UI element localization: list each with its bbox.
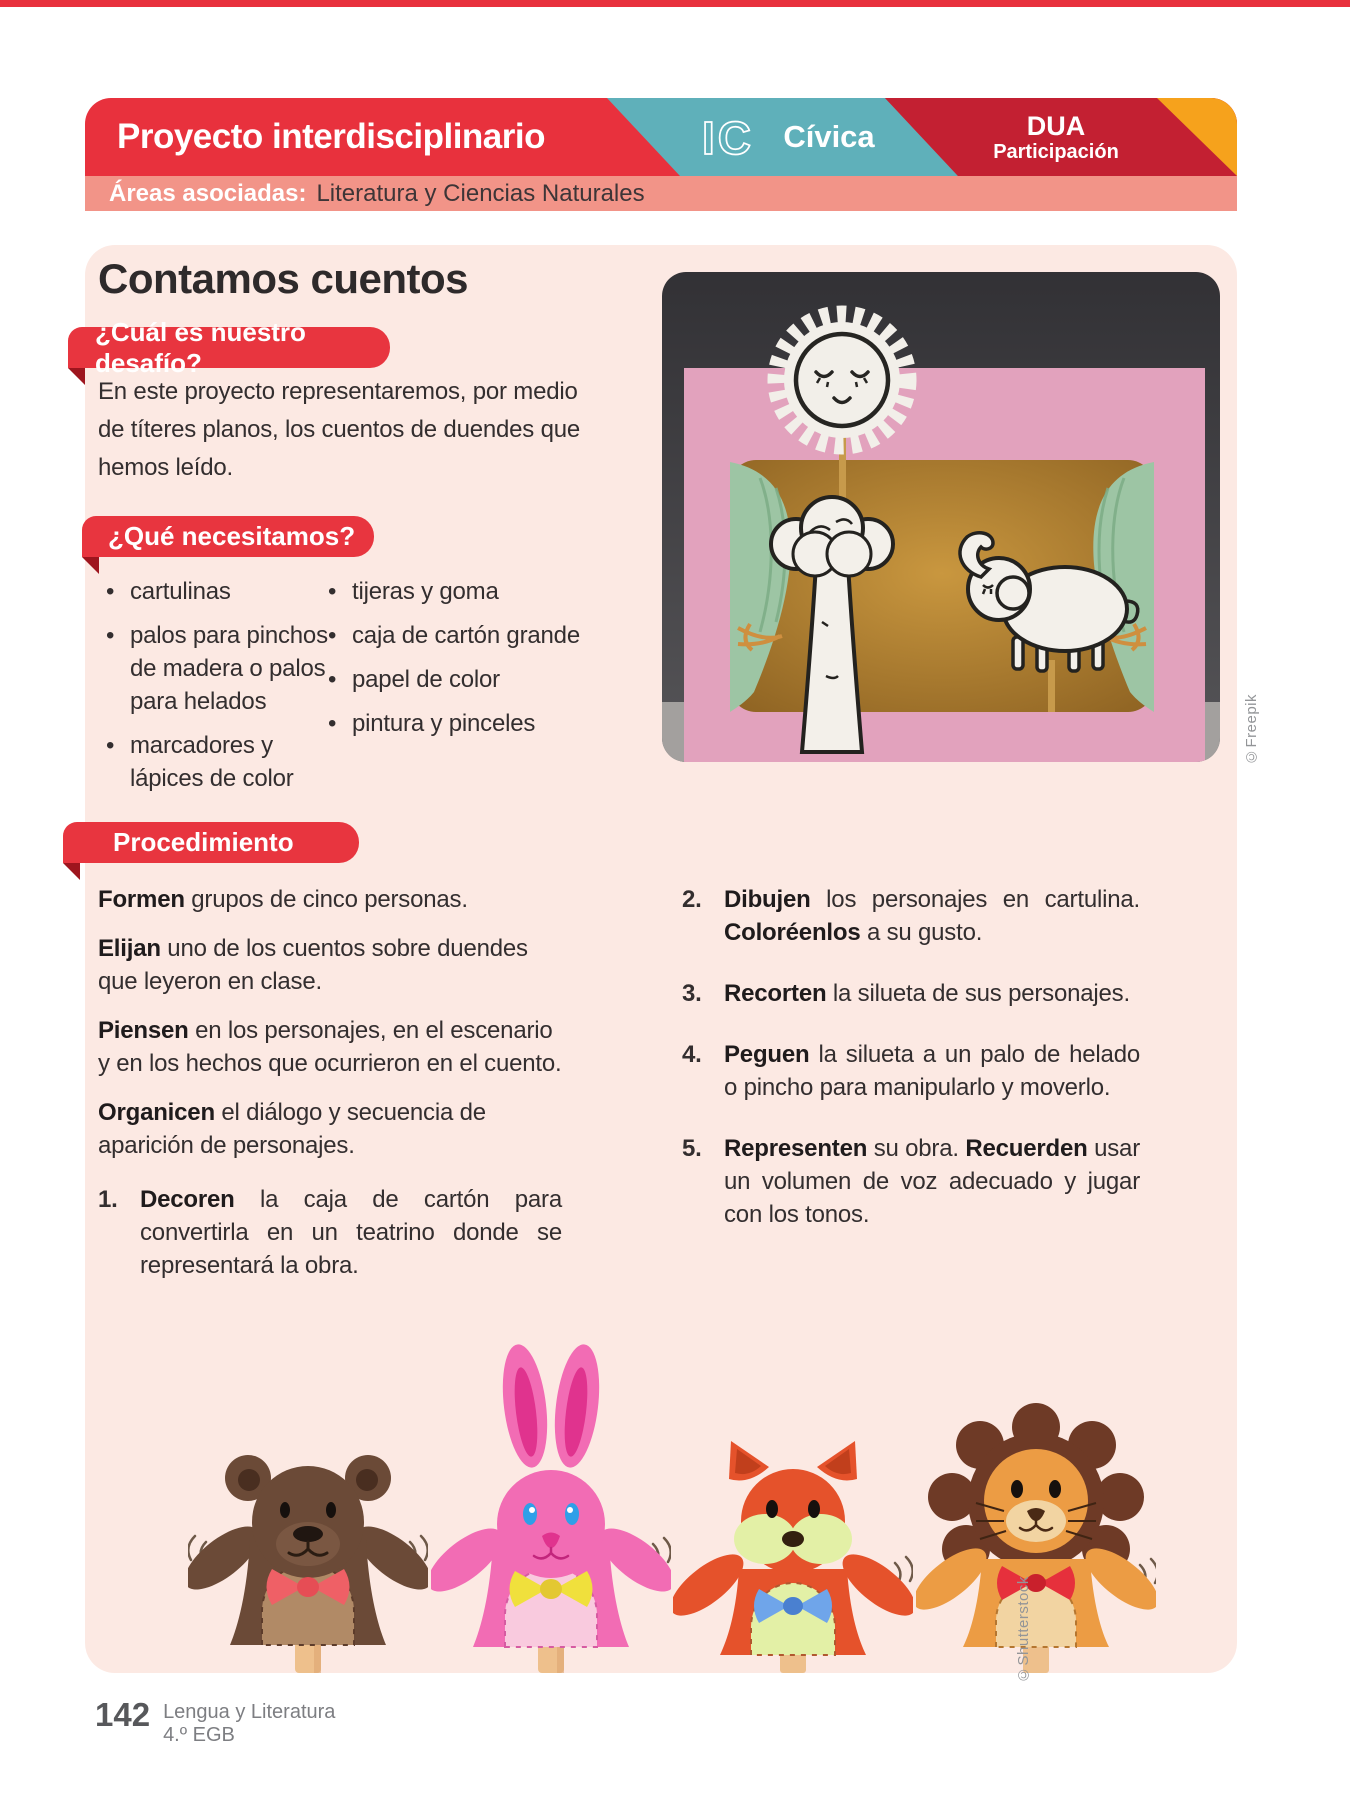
procedure-intro: Formen grupos de cinco personas. bbox=[98, 886, 468, 913]
bear-puppet-icon bbox=[188, 1438, 428, 1673]
procedure-intro: Piensen en los personajes, en el escenario y en los hechos que ocurrieron en el cuento. bbox=[98, 1017, 562, 1077]
bullet-icon: • bbox=[106, 732, 115, 759]
header-banner bbox=[85, 98, 1237, 176]
ribbon-fold bbox=[82, 557, 99, 574]
banner-title: Proyecto interdisciplinario bbox=[117, 117, 545, 156]
footer-grade: 4.º EGB bbox=[163, 1724, 235, 1746]
procedure-left-column bbox=[98, 883, 562, 1310]
civica-block bbox=[679, 98, 897, 176]
puppet-theater-photo bbox=[662, 272, 1220, 762]
page-top-rule bbox=[0, 0, 1350, 7]
footer-meta bbox=[163, 1698, 335, 1747]
sun-puppet bbox=[776, 314, 908, 446]
ic-logo-icon bbox=[701, 110, 771, 164]
step-number: 3. bbox=[682, 980, 702, 1007]
subject-label: Cívica bbox=[783, 119, 875, 154]
bullet-icon: • bbox=[328, 710, 337, 737]
list-item: • pintura y pinceles bbox=[328, 707, 588, 740]
footer-subject: Lengua y Literatura bbox=[163, 1701, 336, 1723]
numbered-step: 3. Recorten la silueta de sus personajes. bbox=[682, 977, 1140, 1010]
fox-puppet-icon bbox=[673, 1433, 913, 1673]
areas-bar bbox=[85, 176, 1237, 211]
list-item: • tijeras y goma bbox=[328, 575, 588, 608]
materials-column-2 bbox=[328, 575, 588, 806]
ic-logo-text: IC bbox=[702, 112, 755, 164]
list-item: • papel de color bbox=[328, 663, 588, 696]
numbered-step: 5. Representen su obra. Recuerden usar un volumen de voz adecuado y jugar con los tonos. bbox=[682, 1132, 1140, 1231]
numbered-step: 2. Dibujen los personajes en cartulina. Coloréenlos a su gusto. bbox=[682, 883, 1140, 949]
page-footer bbox=[95, 1698, 335, 1747]
list-item: • palos para pinchos de madera o palos para helados bbox=[106, 619, 328, 718]
lesson-content-box bbox=[85, 245, 1237, 1683]
bullet-icon: • bbox=[106, 578, 115, 605]
shutterstock-credit: ©Shutterstock bbox=[1015, 1576, 1032, 1683]
materials-lists bbox=[106, 575, 588, 806]
areas-label: Áreas asociadas: bbox=[109, 179, 307, 207]
challenge-heading: ¿Cuál es nuestro desafío? bbox=[95, 316, 306, 378]
lesson-title: Contamos cuentos bbox=[98, 255, 469, 302]
procedure-intro: Organicen el diálogo y secuencia de aparición de personajes. bbox=[98, 1099, 486, 1159]
bullet-icon: • bbox=[328, 666, 337, 693]
step-number: 2. bbox=[682, 886, 702, 913]
rabbit-puppet-icon bbox=[431, 1328, 671, 1673]
procedure-right-column bbox=[682, 883, 1140, 1259]
numbered-step: 1. Decoren la caja de cartón para convertirla en un teatrino donde se representará la obra. bbox=[98, 1183, 562, 1282]
step-number: 5. bbox=[682, 1135, 702, 1162]
list-item: • caja de cartón grande bbox=[328, 619, 588, 652]
bullet-icon: • bbox=[106, 622, 115, 649]
ribbon-fold bbox=[68, 368, 85, 385]
procedure-heading: Procedimiento bbox=[113, 827, 294, 857]
step-number: 4. bbox=[682, 1041, 702, 1068]
ribbon-fold bbox=[63, 863, 80, 880]
dua-title: DUA bbox=[1026, 110, 1086, 141]
challenge-heading-ribbon bbox=[68, 316, 390, 378]
puppet-theater-illustration bbox=[662, 272, 1220, 762]
list-item: • marcadores y lápices de color bbox=[106, 729, 328, 795]
elephant-stick bbox=[1048, 660, 1055, 712]
numbered-step: 4. Peguen la silueta a un palo de helado o pincho para manipularlo y moverlo. bbox=[682, 1038, 1140, 1104]
page-number: 142 bbox=[95, 1696, 151, 1733]
bullet-icon: • bbox=[328, 578, 337, 605]
materials-heading-ribbon bbox=[82, 516, 374, 557]
lion-puppet-icon bbox=[916, 1383, 1156, 1673]
hand-puppets-illustration bbox=[188, 1328, 1156, 1673]
materials-heading: ¿Qué necesitamos? bbox=[108, 521, 356, 551]
step-number: 1. bbox=[98, 1186, 118, 1213]
dua-subtitle: Participación bbox=[993, 140, 1119, 163]
procedure-intro: Elijan uno de los cuentos sobre duendes que leyeron en clase. bbox=[98, 935, 528, 995]
procedure-heading-ribbon bbox=[63, 822, 359, 863]
freepik-credit: ©Freepik bbox=[1243, 693, 1260, 765]
list-item: • cartulinas bbox=[106, 575, 328, 608]
dua-badge bbox=[951, 98, 1161, 176]
areas-value: Literatura y Ciencias Naturales bbox=[316, 179, 645, 207]
bullet-icon: • bbox=[328, 622, 337, 649]
materials-column-1 bbox=[106, 575, 328, 806]
challenge-paragraph: En este proyecto representaremos, por medio de títeres planos, los cuentos de duendes que hemos leído. bbox=[98, 378, 581, 481]
